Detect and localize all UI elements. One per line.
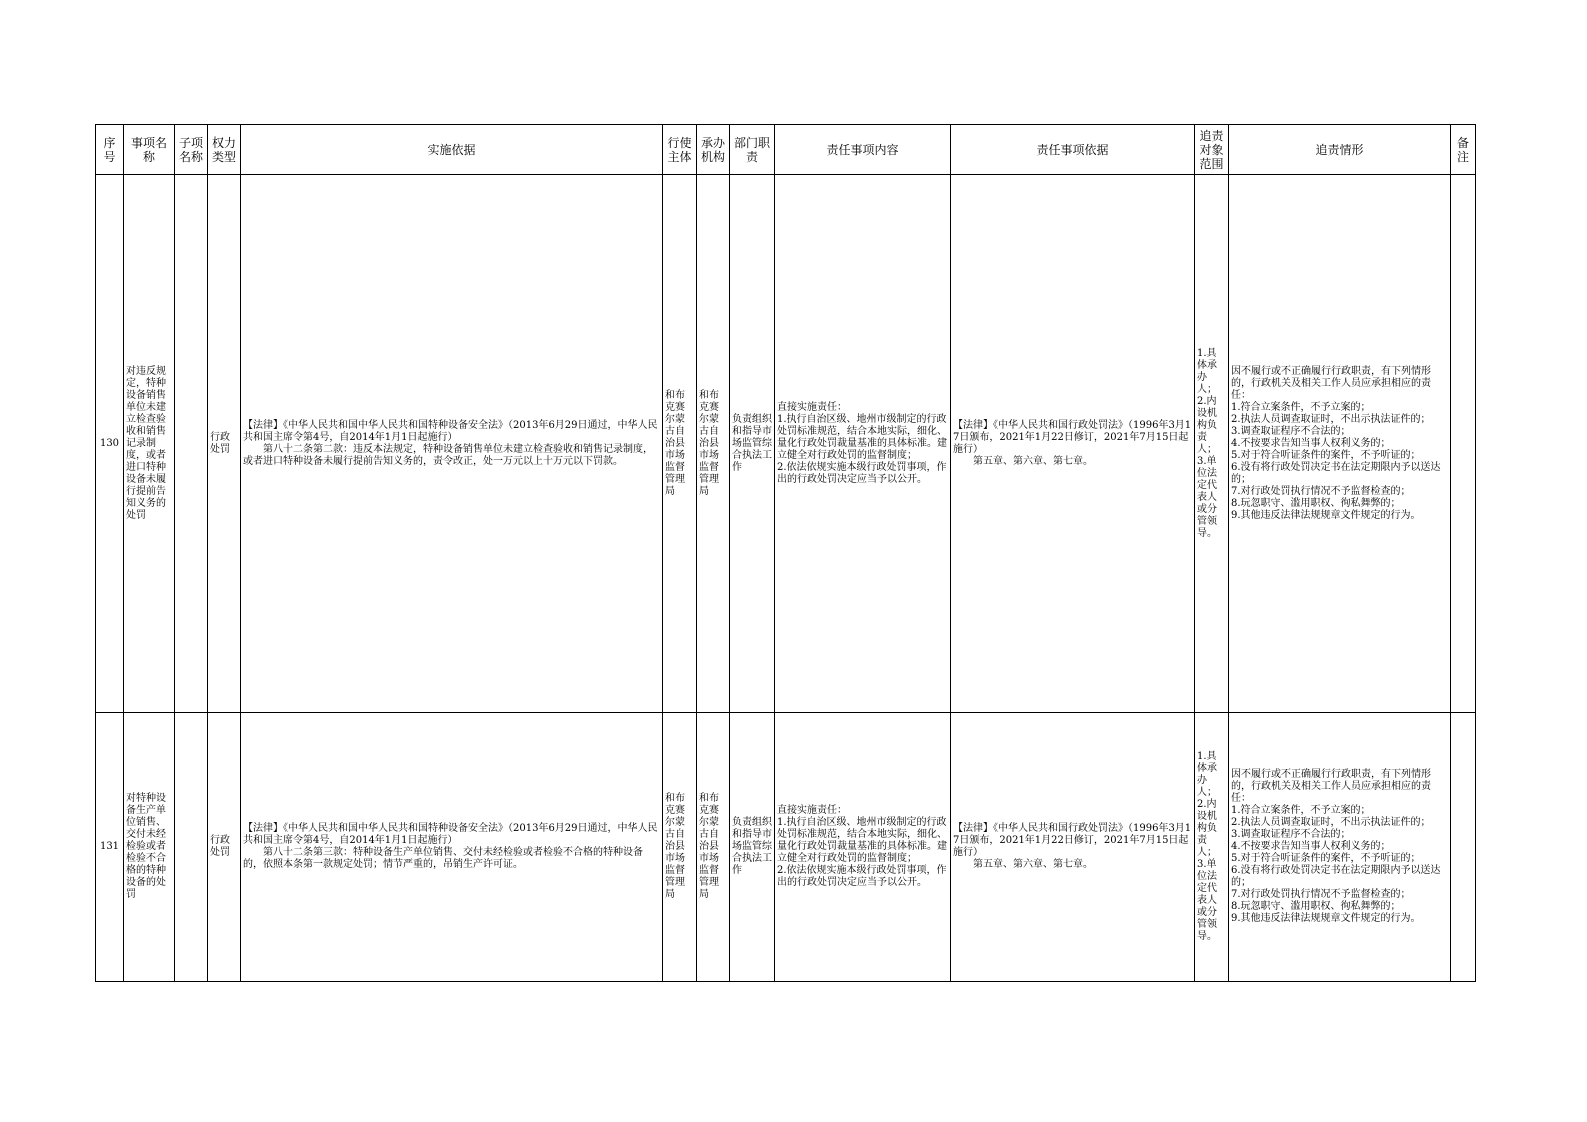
header-subject: 行使主体: [663, 125, 697, 175]
header-resp-content: 责任事项内容: [775, 125, 951, 175]
header-row: [96, 125, 1476, 175]
cell-remark: [1451, 713, 1476, 982]
cell-basis: 【法律】《中华人民共和国中华人民共和国特种设备安全法》（2013年6月29日通过，中华人民共和国主席令第4号，自2014年1月1日起施行） 第八十二条第三款：特种设备生产单位销售、交付未经检验或者检验不合格的特种设备的，依照本条第一款规定处罚；情节严重的，吊销生产许可证。: [241, 713, 663, 982]
cell-remark: [1451, 175, 1476, 713]
cell-undertaker: 和布克赛尔蒙古自治县市场监督管理局: [697, 713, 730, 982]
cell-item-name: 对违反规定，特种设备销售单位未建立检查验收和销售记录制度，或者进口特种设备未履行提前告知义务的处罚: [124, 175, 175, 713]
cell-scope: 1.具体承办人； 2.内设机构负责人； 3.单位法定代表人或分管领导。: [1195, 175, 1229, 713]
header-power-type: 权力类型: [208, 125, 241, 175]
header-item-name: 事项名称: [124, 125, 175, 175]
cell-subject: 和布克赛尔蒙古自治县市场监督管理局: [663, 713, 697, 982]
header-scope: 追责对象范围: [1195, 125, 1229, 175]
header-basis: 实施依据: [241, 125, 663, 175]
header-remark: 备注: [1451, 125, 1476, 175]
cell-resp-basis: 【法律】《中华人民共和国行政处罚法》（1996年3月17日颁布，2021年1月22日修订，2021年7月15日起施行） 第五章、第六章、第七章。: [951, 175, 1195, 713]
cell-subject: 和布克赛尔蒙古自治县市场监督管理局: [663, 175, 697, 713]
cell-duty: 负责组织和指导市场监管综合执法工作: [730, 175, 775, 713]
cell-basis: 【法律】《中华人民共和国中华人民共和国特种设备安全法》（2013年6月29日通过，中华人民共和国主席令第4号，自2014年1月1日起施行） 第八十二条第二款：违反本法规定，特种设备销售单位未建立检查验收和销售记录制度，或者进口特种设备未履行提前告知义务的，责令改正，处一万元以上十万元以下罚款。: [241, 175, 663, 713]
cell-duty: 负责组织和指导市场监管综合执法工作: [730, 713, 775, 982]
table-row: [96, 713, 1476, 982]
header-seq: 序号: [96, 125, 124, 175]
header-duty: 部门职责: [730, 125, 775, 175]
table-row: [96, 175, 1476, 713]
cell-power-type: 行政处罚: [208, 713, 241, 982]
cell-seq: 130: [96, 175, 124, 713]
cell-scope: 1.具体承办人； 2.内设机构负责人； 3.单位法定代表人或分管领导。: [1195, 713, 1229, 982]
cell-item-name: 对特种设备生产单位销售、交付未经检验或者检验不合格的特种设备的处罚: [124, 713, 175, 982]
header-sub-name: 子项名称: [175, 125, 208, 175]
cell-resp-basis: 【法律】《中华人民共和国行政处罚法》（1996年3月17日颁布，2021年1月22日修订，2021年7月15日起施行） 第五章、第六章、第七章。: [951, 713, 1195, 982]
header-undertaker: 承办机构: [697, 125, 730, 175]
header-resp-basis: 责任事项依据: [951, 125, 1195, 175]
cell-sub-name: [175, 713, 208, 982]
header-situations: 追责情形: [1229, 125, 1451, 175]
cell-sub-name: [175, 175, 208, 713]
responsibility-table: [95, 124, 1476, 982]
cell-undertaker: 和布克赛尔蒙古自治县市场监督管理局: [697, 175, 730, 713]
cell-resp-content: 直接实施责任： 1.执行自治区级、地州市级制定的行政处罚标准规范，结合本地实际，细化、量化行政处罚裁量基准的具体标准。建立健全对行政处罚的监督制度； 2.依法依规实施本级行政处罚事项，作出的行政处罚决定应当予以公开。: [775, 713, 951, 982]
cell-situations: 因不履行或不正确履行行政职责，有下列情形的，行政机关及相关工作人员应承担相应的责任： 1.符合立案条件，不予立案的； 2.执法人员调查取证时，不出示执法证件的； 3.调查取证程序不合法的； 4.不按要求告知当事人权利义务的； 5.对于符合听证条件的案件，不予听证的； 6.没有将行政处罚决定书在法定期限内予以送达的； 7.对行政处罚执行情况不予监督检查的； 8.玩忽职守、滥用职权、徇私舞弊的； 9.其他违反法律法规规章文件规定的行为。: [1229, 713, 1451, 982]
cell-resp-content: 直接实施责任： 1.执行自治区级、地州市级制定的行政处罚标准规范，结合本地实际，细化、量化行政处罚裁量基准的具体标准。建立健全对行政处罚的监督制度； 2.依法依规实施本级行政处罚事项，作出的行政处罚决定应当予以公开。: [775, 175, 951, 713]
cell-seq: 131: [96, 713, 124, 982]
cell-power-type: 行政处罚: [208, 175, 241, 713]
cell-situations: 因不履行或不正确履行行政职责，有下列情形的，行政机关及相关工作人员应承担相应的责任： 1.符合立案条件，不予立案的； 2.执法人员调查取证时，不出示执法证件的； 3.调查取证程序不合法的； 4.不按要求告知当事人权利义务的； 5.对于符合听证条件的案件，不予听证的； 6.没有将行政处罚决定书在法定期限内予以送达的； 7.对行政处罚执行情况不予监督检查的； 8.玩忽职守、滥用职权、徇私舞弊的； 9.其他违反法律法规规章文件规定的行为。: [1229, 175, 1451, 713]
